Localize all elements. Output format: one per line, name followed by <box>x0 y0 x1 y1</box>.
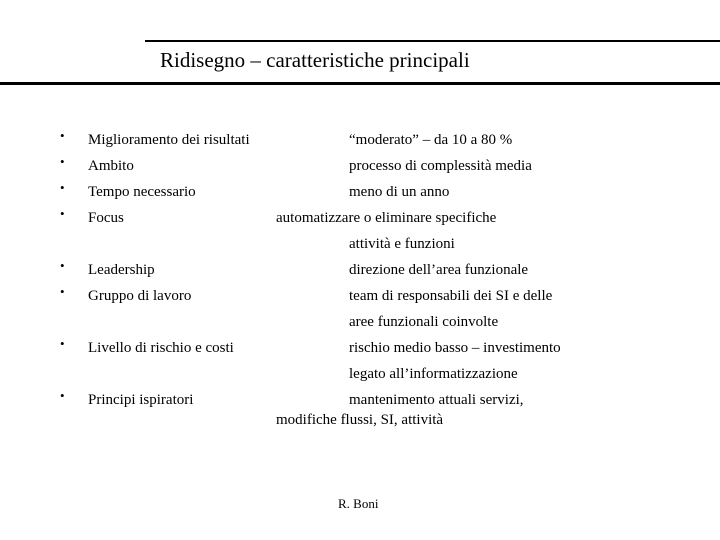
row-value-rischio-continued: legato all’informatizzazione <box>349 366 518 382</box>
row-label-focus: Focus <box>88 210 124 226</box>
row-value-leadership: direzione dell’area funzionale <box>349 262 529 278</box>
row-label-principi: Principi ispiratori <box>88 392 194 408</box>
row-value-miglioramento: “moderato” – da 10 a 80 % <box>349 132 513 148</box>
row-value-principi-continued: modifiche flussi, SI, attività <box>276 412 444 428</box>
row-value-focus: automatizzare o eliminare specifiche <box>276 210 497 226</box>
row-value-gruppo: team di responsabili dei SI e delle <box>349 288 553 304</box>
slide-title: Ridisegno – caratteristiche principali <box>160 48 470 72</box>
bullet-marker: • <box>60 258 65 273</box>
bullet-marker: • <box>60 154 65 169</box>
bullet-marker: • <box>60 206 65 221</box>
bullet-marker: • <box>60 388 65 403</box>
row-value-principi: mantenimento attuali servizi, <box>349 392 524 408</box>
title-rule-bottom <box>0 82 720 85</box>
row-label-ambito: Ambito <box>88 158 134 174</box>
row-label-miglioramento: Miglioramento dei risultati <box>88 132 250 148</box>
row-label-rischio: Livello di rischio e costi <box>88 340 234 356</box>
row-value-tempo: meno di un anno <box>349 184 450 200</box>
bullet-marker: • <box>60 128 65 143</box>
row-label-leadership: Leadership <box>88 262 155 278</box>
row-value-focus-continued: attività e funzioni <box>349 236 455 252</box>
bullet-marker: • <box>60 336 65 351</box>
slide-footer: R. Boni <box>338 496 379 511</box>
row-value-gruppo-continued: aree funzionali coinvolte <box>349 314 499 330</box>
bullet-marker: • <box>60 284 65 299</box>
row-label-tempo: Tempo necessario <box>88 184 196 200</box>
row-label-gruppo: Gruppo di lavoro <box>88 288 192 304</box>
title-rule-top <box>145 40 720 42</box>
bullet-marker: • <box>60 180 65 195</box>
row-value-ambito: processo di complessità media <box>349 158 532 174</box>
row-value-rischio: rischio medio basso – investimento <box>349 340 561 356</box>
